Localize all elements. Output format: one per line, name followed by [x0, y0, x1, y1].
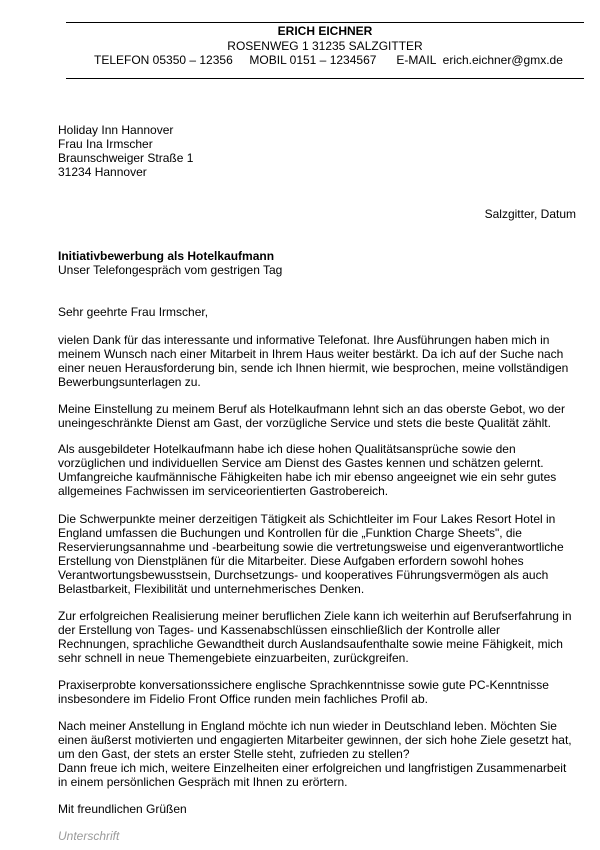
paragraph-line: Erstellung von Dienstplänen für die Mitarbeiter. Diese Aufgaben erfordern sowohl hohes [58, 554, 524, 568]
paragraph-2 [58, 402, 578, 430]
paragraph-line: Meine Einstellung zu meinem Beruf als Hotelkaufmann lehnt sich an das oberste Gebot, wo der [58, 402, 565, 416]
paragraph-line: England umfassen die Buchungen und Kontrollen für die „Funktion Charge Sheets", die [58, 526, 522, 540]
header-bottom-rule [66, 78, 584, 79]
paragraph-line: einer neuen Herausforderung bin, sende ich Ihnen hiermit, wie besprochen, meine vollständigen [58, 361, 569, 375]
paragraph-line: uneingeschränkte Dienst am Gast, der vorzügliche Service und stets die beste Qualität zählt. [58, 416, 551, 430]
paragraph-7 [58, 719, 578, 789]
paragraph-line: Dann freue ich mich, weitere Einzelheiten einer erfolgreichen und langfristigen Zusammenarbeit [58, 761, 567, 775]
subject-block [58, 249, 578, 277]
paragraph-line: Nach meiner Anstellung in England möchte ich nun wieder in Deutschland leben. Möchten Sie [58, 719, 557, 733]
paragraph-line: der Erstellung von Tages- und Kassenabschlüssen einschließlich der Kontrolle aller [58, 623, 501, 637]
header-top-rule [66, 22, 584, 23]
paragraph-line: Als ausgebildeter Hotelkaufmann habe ich diese hohen Qualitätsansprüche sowie den [58, 442, 516, 456]
paragraph-line: vielen Dank für das interessante und informative Telefonat. Ihre Ausführungen haben mich in [58, 333, 550, 347]
paragraph-line: sehr schnell in neue Themengebiete einzuarbeiten, zurückgreifen. [58, 651, 409, 665]
paragraph-line: vorzüglichen und individuellen Service am Dienst des Gastes kennen und schätzen gelernt. [58, 456, 544, 470]
paragraph-line: Rechnungen, sprachliche Gewandtheit durch Auslandsaufenthalte sowie meine Fähigkeit, mich [58, 637, 563, 651]
recipient-line: Holiday Inn Hannover [58, 123, 174, 137]
sender-name: ERICH EICHNER [277, 24, 373, 38]
paragraph-1 [58, 333, 578, 389]
paragraph-line: Verantwortungsbewusstsein, Durchsetzungs- und kooperatives Führungsvermögen als auch [58, 568, 549, 582]
paragraph-line: meinem Wunsch nach einer Mitarbeit in Ihrem Haus weiter bestärkt. Da ich auf der Suche nach [58, 347, 564, 361]
paragraph-line: Bewerbungsunterlagen zu. [58, 375, 201, 389]
paragraph-3 [58, 442, 578, 498]
paragraph-line: um den Gast, der stets an erster Stelle steht, zufrieden zu stellen? [58, 747, 410, 761]
paragraph-line: Reservierungsannahme und -bearbeitung sowie die vertretungsweise und eigenverantwortliche [58, 540, 564, 554]
paragraph-line: einen äußerst motivierten und engagierten Mitarbeiter gewinnen, der sich hohe Ziele gesetzt hat, [58, 733, 572, 747]
subject-title: Initiativbewerbung als Hotelkaufmann [58, 249, 275, 263]
paragraph-line: Belastbarkeit, Flexibilität und unternehmerisches Denken. [58, 582, 365, 596]
paragraph-line: Umfangreiche kaufmännische Fähigkeiten habe ich mir ebenso angeeignet wie ein sehr gutes [58, 470, 557, 484]
sender-address: ROSENWEG 1 31235 SALZGITTER [227, 39, 423, 53]
signature-placeholder: Unterschrift [58, 829, 120, 843]
recipient-line: Frau Ina Irmscher [58, 137, 153, 151]
recipient-line: Braunschweiger Straße 1 [58, 151, 194, 165]
paragraph-6 [58, 678, 578, 706]
sender-contact: TELEFON 05350 – 12356 MOBIL 0151 – 1234567 E-MAIL erich.eichner@gmx.de [94, 53, 563, 67]
subject-reference: Unser Telefongespräch vom gestrigen Tag [58, 263, 283, 277]
paragraph-4 [58, 512, 578, 596]
paragraph-5 [58, 609, 578, 665]
paragraph-line: in einem persönlichen Gespräch mit Ihnen zu erörtern. [58, 775, 348, 789]
paragraph-line: Zur erfolgreichen Realisierung meiner beruflichen Ziele kann ich weiterhin auf Berufserfahrung in [58, 609, 572, 623]
closing: Mit freundlichen Grüßen [58, 802, 187, 816]
paragraph-line: Die Schwerpunkte meiner derzeitigen Tätigkeit als Schichtleiter im Four Lakes Resort Hotel in [58, 512, 556, 526]
recipient-address [58, 123, 578, 179]
paragraph-line: insbesondere im Fidelio Front Office runden mein fachliches Profil ab. [58, 692, 428, 706]
place-date: Salzgitter, Datum [484, 207, 576, 221]
paragraph-line: allgemeines Fachwissen im serviceorientierten Gastrobereich. [58, 484, 389, 498]
paragraph-line: Praxiserprobte konversationssichere englische Sprachkenntnisse sowie gute PC-Kenntnisse [58, 678, 549, 692]
salutation: Sehr geehrte Frau Irmscher, [58, 305, 209, 319]
recipient-line: 31234 Hannover [58, 165, 147, 179]
